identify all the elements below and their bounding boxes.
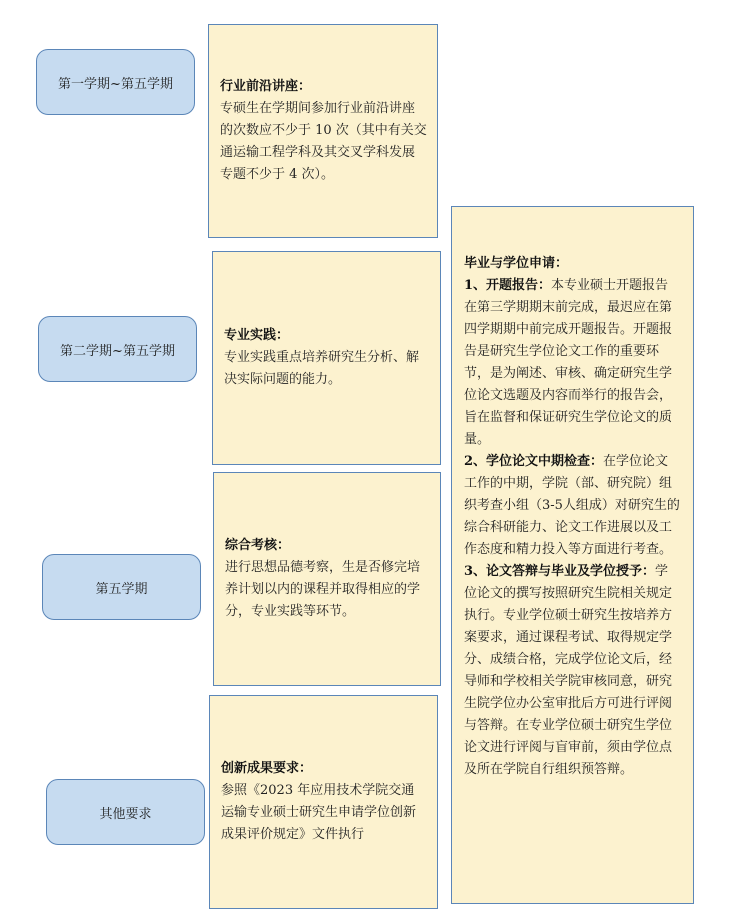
stage-label: 其他要求	[99, 806, 152, 822]
item-heading: 3、论文答辩与毕业及学位授予：	[464, 564, 656, 579]
item-heading: 1、开题报告：	[464, 278, 552, 293]
note-body: 专硕生在学期间参加行业前沿讲座的次数应不少于 10 次（其中有关交通运输工程学科及其交叉学科发展专题不少于 4 次）。	[220, 101, 427, 182]
graduation-degree-box	[451, 206, 694, 904]
note-box-industry-lectures	[208, 24, 438, 238]
stage-pill-semester-2-5	[38, 316, 197, 382]
graduation-item-defense-degree	[464, 561, 681, 781]
stage-pill-semester-5	[42, 554, 201, 620]
item-text: 本专业硕士开题报告在第三学期期末前完成，最迟应在第四学期期中前完成开题报告。开题报告是研究生学位论文工作的重要环节，是为阐述、审核、确定研究生学位论文选题及内容而举行的报告会，旨在监督和保证研究生学位论文的质量。	[464, 278, 673, 447]
note-body: 进行思想品德考察，生是否修完培养计划以内的课程并取得相应的学分，专业实践等环节。	[225, 560, 421, 619]
stage-label: 第二学期~第五学期	[60, 343, 175, 359]
note-title: 综合考核：	[225, 538, 291, 553]
item-text: 学位论文的撰写按照研究生院相关规定执行。专业学位硕士研究生按培养方案要求，通过课程考试、取得规定学分、成绩合格，完成学位论文后，经导师和学校相关学院审核同意，研究生院学位办公室审批后方可进行评阅与答辩。在专业学位硕士研究生学位论文进行评阅与盲审前，须由学位点及所在学院自行组织预答辩。	[464, 564, 673, 777]
stage-pill-other-requirements	[46, 779, 205, 845]
note-box-innovation-requirements	[209, 695, 438, 909]
note-title: 行业前沿讲座：	[220, 79, 312, 94]
note-body: 专业实践重点培养研究生分析、解决实际问题的能力。	[224, 350, 420, 387]
stage-label: 第五学期	[95, 581, 148, 597]
stage-pill-semester-1-5	[36, 49, 195, 115]
note-title: 创新成果要求：	[221, 761, 313, 776]
note-body: 参照《2023 年应用技术学院交通运输专业硕士研究生申请学位创新成果评价规定》文件执行	[221, 783, 417, 842]
graduation-title: 毕业与学位申请：	[464, 256, 569, 271]
note-box-comprehensive-assessment	[213, 472, 441, 686]
note-title: 专业实践：	[224, 328, 290, 343]
stage-label: 第一学期~第五学期	[58, 76, 173, 92]
graduation-item-midterm-check	[464, 451, 681, 561]
graduation-item-proposal	[464, 275, 681, 451]
note-box-professional-practice	[212, 251, 441, 465]
item-text: 在学位论文工作的中期，学院（部、研究院）组织考查小组（3-5人组成）对研究生的综合科研能力、论文工作进展以及工作态度和精力投入等方面进行考查。	[464, 454, 680, 557]
item-heading: 2、学位论文中期检查：	[464, 454, 604, 469]
